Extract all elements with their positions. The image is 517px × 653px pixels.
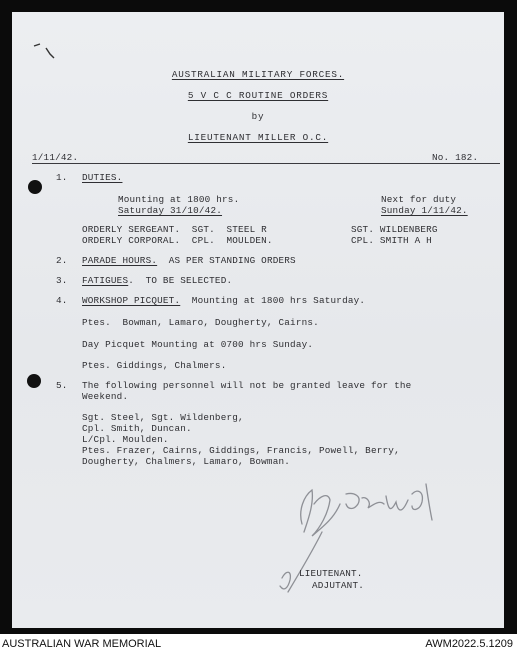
punch-hole-bottom [27, 374, 41, 388]
punch-hole-top [28, 180, 42, 194]
item-4-title: WORKSHOP PICQUET. [82, 295, 181, 306]
day-picquet-line: Day Picquet Mounting at 0700 hrs Sunday. [82, 339, 314, 350]
orderly-corporal-next: CPL. SMITH A H [351, 235, 432, 246]
org-heading: AUSTRALIAN MILITARY FORCES. [171, 69, 345, 80]
leave-names-3: L/Cpl. Moulden. [82, 434, 169, 445]
item-4-line [82, 295, 365, 306]
duty-mounting-date: Saturday 31/10/42. [118, 205, 223, 216]
order-date: 1/11/42. [32, 152, 79, 163]
item-1-title: DUTIES. [82, 172, 123, 183]
orderly-sergeant-next: SGT. WILDENBERG [351, 224, 438, 235]
item-2-line [82, 255, 296, 266]
signatory-role: ADJUTANT. [312, 580, 365, 591]
picquet-names-line: Ptes. Bowman, Lamaro, Dougherty, Cairns. [82, 317, 319, 328]
item-2-number: 2. [56, 255, 68, 266]
issuer-heading: LIEUTENANT MILLER O.C. [187, 132, 329, 143]
item-3-text: . TO BE SELECTED. [128, 275, 233, 286]
item-2-title: PARADE HOURS. [82, 255, 158, 266]
item-4-number: 4. [56, 295, 68, 306]
item-3-title: FATIGUES [82, 275, 129, 286]
archive-accession: AWM2022.5.1209 [425, 638, 513, 650]
leave-notice-line: The following personnel will not be granted leave for the [82, 380, 412, 391]
day-picquet-names: Ptes. Giddings, Chalmers. [82, 360, 227, 371]
item-2-text: AS PER STANDING ORDERS [157, 255, 296, 266]
leave-names-5: Dougherty, Chalmers, Lamaro, Bowman. [82, 456, 291, 467]
by-label: by [251, 111, 265, 122]
orders-heading: 5 V C C ROUTINE ORDERS [187, 90, 329, 101]
signatory-rank: LIEUTENANT. [299, 568, 363, 579]
item-4-text: Mounting at 1800 hrs Saturday. [180, 295, 366, 306]
archive-caption [0, 634, 517, 653]
orderly-sergeant-row: ORDERLY SERGEANT. SGT. STEEL R [82, 224, 267, 235]
header-rule [32, 163, 500, 164]
next-duty-date: Sunday 1/11/42. [381, 205, 468, 216]
item-3-line [82, 275, 232, 286]
order-number: No. 182. [432, 152, 479, 163]
archive-source: AUSTRALIAN WAR MEMORIAL [2, 638, 162, 650]
leave-notice-line-2: Weekend. [82, 391, 129, 402]
staple-mark [32, 40, 58, 62]
item-3-number: 3. [56, 275, 68, 286]
next-duty-line: Next for duty [381, 194, 457, 205]
document-page [12, 12, 504, 628]
item-5-number: 5. [56, 380, 68, 391]
orderly-corporal-row: ORDERLY CORPORAL. CPL. MOULDEN. [82, 235, 273, 246]
leave-names-1: Sgt. Steel, Sgt. Wildenberg, [82, 412, 244, 423]
item-1-number: 1. [56, 172, 68, 183]
leave-names-2: Cpl. Smith, Duncan. [82, 423, 192, 434]
duty-mounting-line: Mounting at 1800 hrs. [118, 194, 240, 205]
leave-names-4: Ptes. Frazer, Cairns, Giddings, Francis, Powell, Berry, [82, 445, 400, 456]
